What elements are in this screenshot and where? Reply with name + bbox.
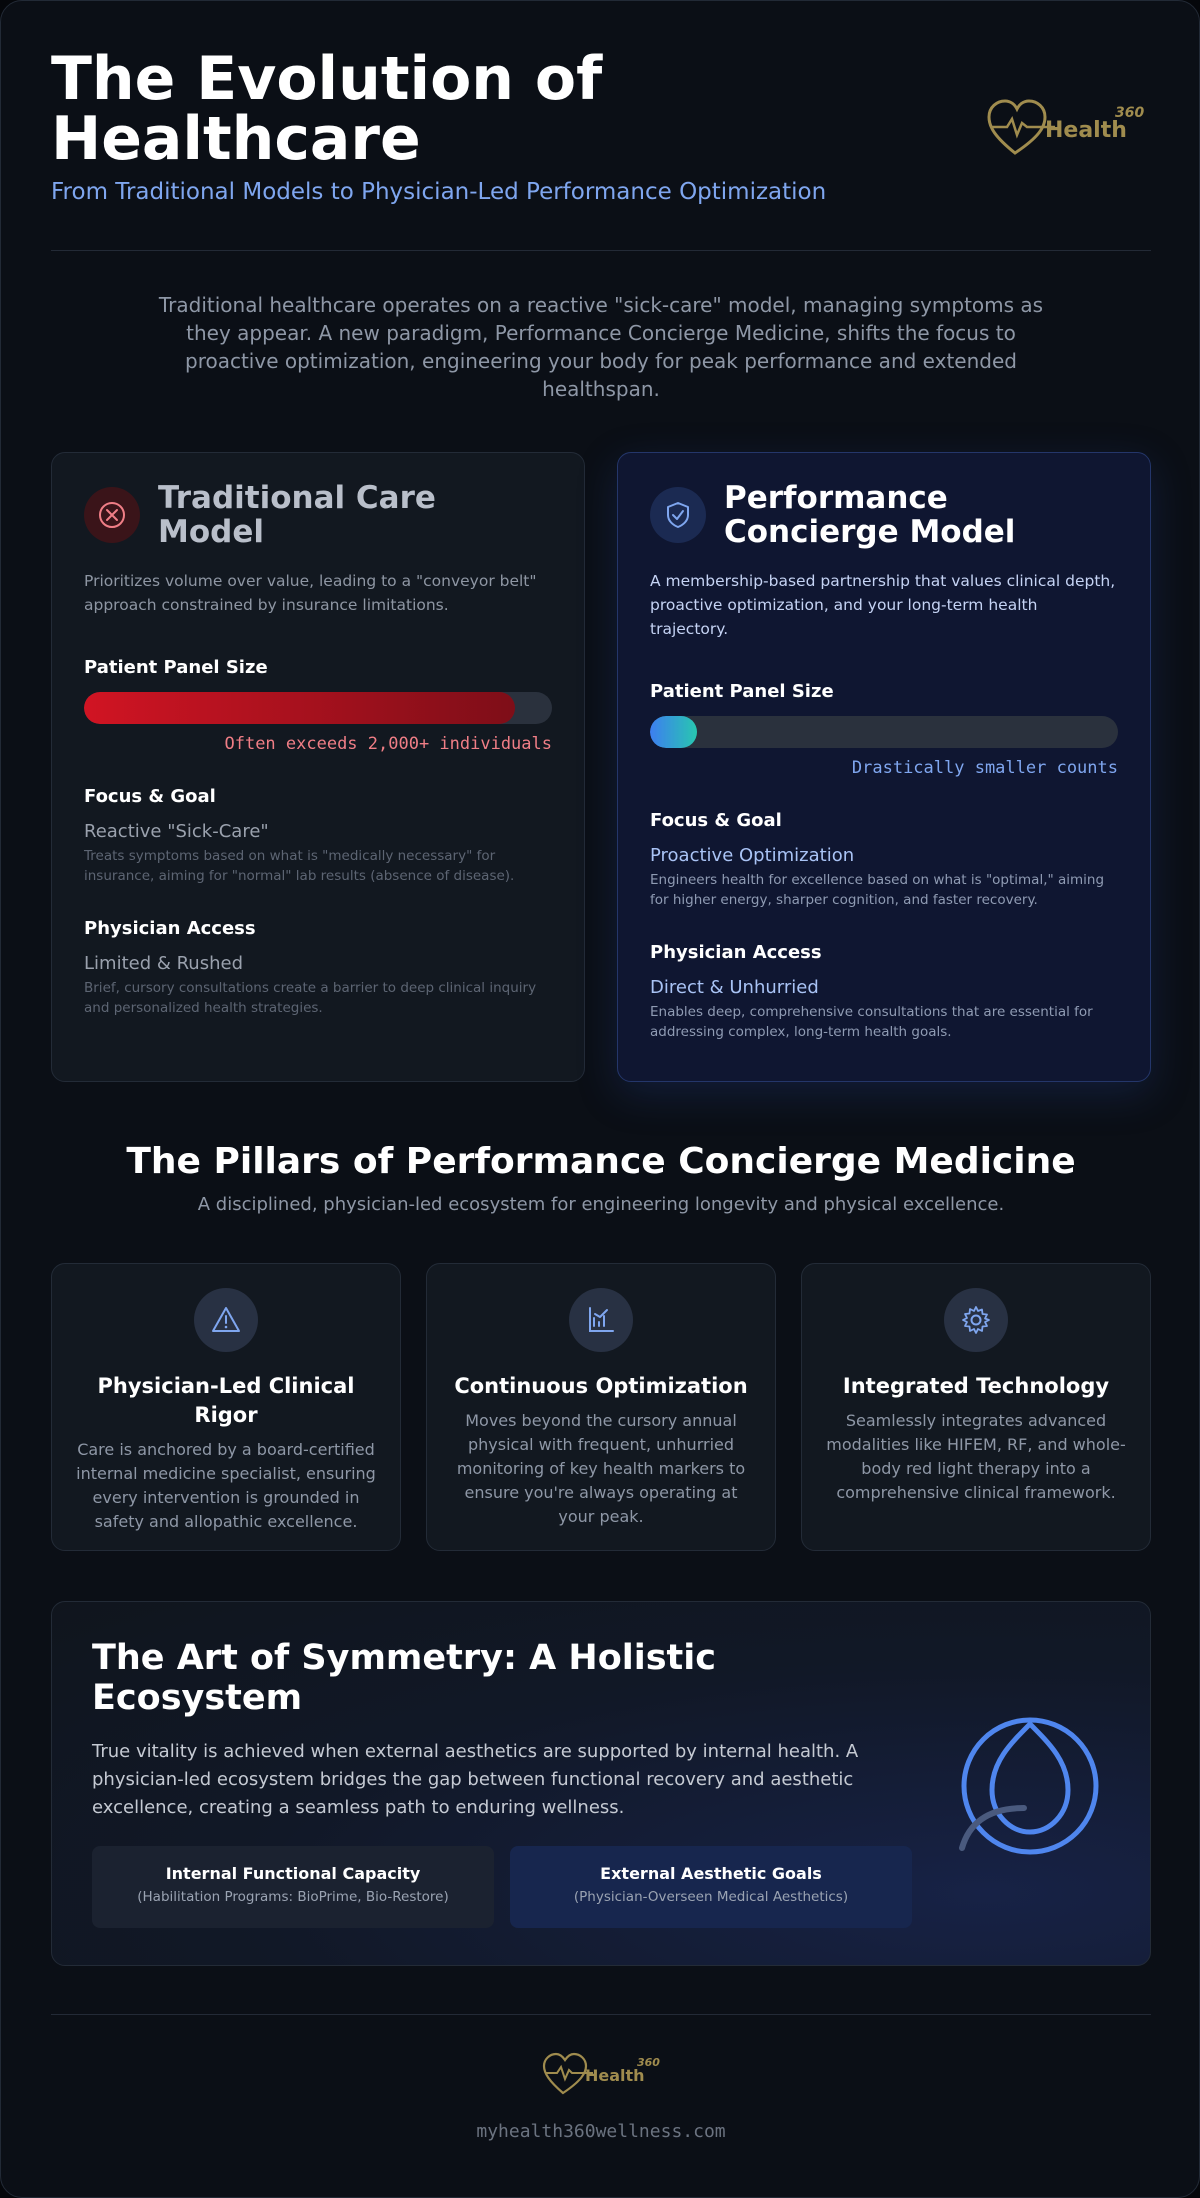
chip-title: External Aesthetic Goals — [600, 1864, 822, 1883]
page-subtitle: From Traditional Models to Physician-Led Performance Optimization — [51, 179, 827, 205]
panel-size-bar — [84, 692, 552, 724]
traditional-title: Traditional Care Model — [158, 480, 436, 550]
intro-text: Traditional healthcare operates on a reactive "sick-care" model, managing symptoms as they appear. A new paradigm, Performance Concierge Medicine, shifts the focus to proactive optimization, engineering your body for peak performance and extended healthspan. — [158, 293, 1044, 401]
divider — [51, 2014, 1151, 2015]
brand-logo — [985, 97, 1145, 159]
access-value: Limited & Rushed — [84, 953, 243, 974]
chip-subtitle: (Habilitation Programs: BioPrime, Bio-Restore) — [137, 1889, 449, 1905]
pillar-desc: Seamlessly integrates advanced modalities like HIFEM, RF, and whole-body red light therapy into a comprehensive clinical framework. — [826, 1411, 1126, 1502]
pillars-subtitle: A disciplined, physician-led ecosystem for engineering longevity and physical excellence. — [197, 1194, 1005, 1215]
focus-value: Proactive Optimization — [650, 845, 855, 866]
internal-capacity-chip — [92, 1846, 494, 1928]
svg-text:360: 360 — [1115, 105, 1145, 121]
access-label: Physician Access — [84, 918, 256, 939]
gear-icon — [944, 1288, 1008, 1352]
access-desc: Enables deep, comprehensive consultations that are essential for addressing complex, long-term health goals. — [650, 1004, 1093, 1040]
panel-size-note: Often exceeds 2,000+ individuals — [224, 734, 552, 754]
panel-size-label: Patient Panel Size — [84, 657, 268, 678]
chart-icon — [569, 1288, 633, 1352]
svg-text:Health: Health — [1045, 118, 1127, 143]
traditional-model-card — [51, 452, 585, 1082]
chip-subtitle: (Physician-Overseen Medical Aesthetics) — [573, 1889, 849, 1905]
divider — [51, 250, 1151, 251]
svg-text:360: 360 — [637, 2056, 660, 2069]
pillar-title: Integrated Technology — [842, 1374, 1110, 1398]
performance-title: Performance Concierge Model — [724, 480, 1016, 550]
pillar-card-continuous-optimization — [426, 1263, 776, 1551]
panel-size-bar-fill — [650, 716, 697, 748]
focus-value: Reactive "Sick-Care" — [84, 821, 269, 842]
panel-size-label: Patient Panel Size — [650, 681, 834, 702]
shield-check-icon — [650, 487, 706, 543]
performance-desc: A membership-based partnership that values clinical depth, proactive optimization, and your long-term health trajectory. — [650, 572, 1116, 638]
warning-triangle-icon — [194, 1288, 258, 1352]
x-circle-icon — [84, 487, 140, 543]
pillar-desc: Moves beyond the cursory annual physical with frequent, unhurried monitoring of key health markers to ensure you're always operating at your peak. — [456, 1411, 746, 1526]
performance-model-card — [617, 452, 1151, 1082]
pillar-title: Continuous Optimization — [454, 1374, 748, 1398]
pillar-card-clinical-rigor — [51, 1263, 401, 1551]
footer-url[interactable]: myhealth360wellness.com — [476, 2121, 726, 2142]
panel-size-note: Drastically smaller counts — [851, 758, 1118, 778]
symmetry-desc: True vitality is achieved when external aesthetics are supported by internal health. A physician-led ecosystem bridges the gap between functional recovery and aesthetic excellence, creating a seamless path to enduring wellness. — [92, 1741, 859, 1818]
external-goals-chip — [510, 1846, 912, 1928]
pillar-desc: Care is anchored by a board-certified internal medicine specialist, ensuring every intervention is grounded in safety and allopathic excellence. — [76, 1440, 376, 1531]
access-desc: Brief, cursory consultations create a barrier to deep clinical inquiry and personalized health strategies. — [84, 980, 537, 1016]
svg-text:Health: Health — [585, 2066, 645, 2085]
header — [51, 44, 1151, 249]
access-label: Physician Access — [650, 942, 822, 963]
droplet-icon — [952, 1712, 1102, 1872]
pillar-title: Physician-Led Clinical Rigor — [97, 1374, 355, 1427]
focus-desc: Treats symptoms based on what is "medically necessary" for insurance, aiming for "normal" lab results (absence of disease). — [84, 848, 515, 884]
symmetry-section — [51, 1601, 1151, 1966]
pillars-title: The Pillars of Performance Concierge Medicine — [126, 1141, 1076, 1182]
traditional-desc: Prioritizes volume over value, leading to a "conveyor belt" approach constrained by insurance limitations. — [84, 572, 537, 614]
focus-label: Focus & Goal — [84, 786, 216, 807]
panel-size-bar — [650, 716, 1118, 748]
focus-desc: Engineers health for excellence based on what is "optimal," aiming for higher energy, sharper cognition, and faster recovery. — [650, 872, 1105, 908]
footer-logo — [541, 2051, 661, 2097]
access-value: Direct & Unhurried — [650, 977, 819, 998]
page-title: The Evolution of Healthcare — [51, 44, 603, 174]
pillar-card-integrated-technology — [801, 1263, 1151, 1551]
chip-title: Internal Functional Capacity — [165, 1864, 421, 1883]
focus-label: Focus & Goal — [650, 810, 782, 831]
symmetry-title: The Art of Symmetry: A Holistic Ecosystem — [92, 1638, 717, 1718]
panel-size-bar-fill — [84, 692, 515, 724]
